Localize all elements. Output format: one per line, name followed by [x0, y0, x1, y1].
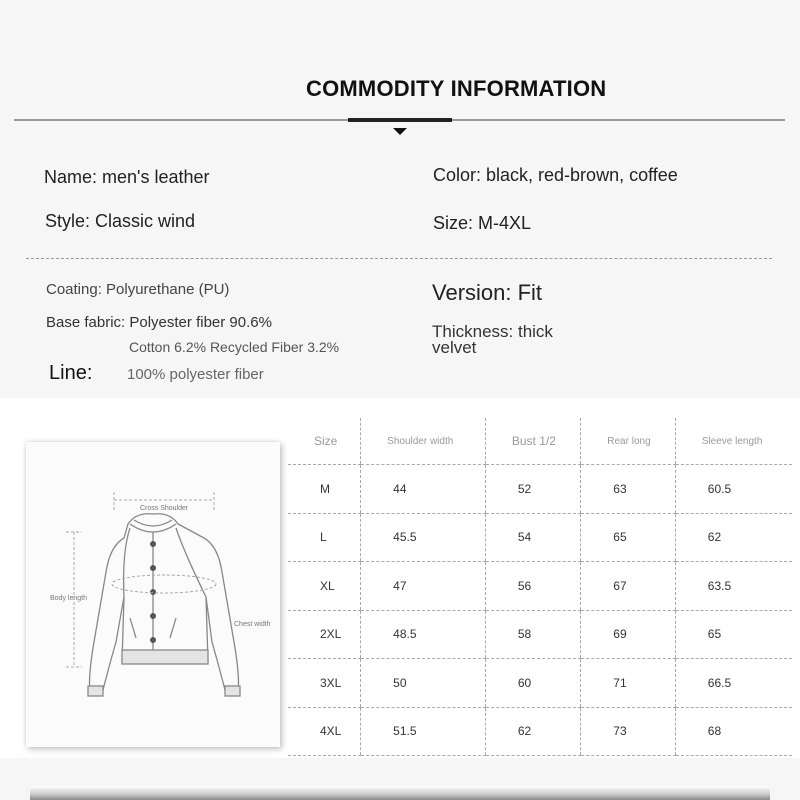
cell-size: M — [288, 465, 361, 514]
cell-size: 2XL — [288, 610, 361, 659]
table-row — [288, 465, 792, 514]
cell-rear: 73 — [581, 707, 676, 756]
cell-bust: 58 — [485, 610, 580, 659]
info-name: Name: men's leather — [44, 167, 210, 187]
cross-shoulder-label: Cross Shoulder — [140, 505, 189, 512]
title-divider-accent — [348, 118, 452, 122]
table-row — [288, 562, 792, 611]
cell-bust: 56 — [485, 562, 580, 611]
cell-shoulder: 51.5 — [361, 707, 486, 756]
cell-sleeve: 68 — [675, 707, 792, 756]
info-divider — [26, 258, 772, 259]
header-shoulder-width: Shoulder width — [361, 418, 486, 465]
chest-width-label: Chest width — [234, 621, 271, 628]
info-size: Size: M-4XL — [433, 213, 532, 233]
cell-shoulder: 44 — [361, 465, 486, 514]
header-sleeve-length: Sleeve length — [675, 418, 792, 465]
cell-bust: 62 — [485, 707, 580, 756]
table-row — [288, 707, 792, 756]
cell-sleeve: 65 — [675, 610, 792, 659]
cell-sleeve: 60.5 — [675, 465, 792, 514]
info-base-fabric-continued: Cotton 6.2% Recycled Fiber 3.2% — [129, 339, 340, 355]
table-header-row — [288, 418, 792, 465]
info-line-value: 100% polyester fiber — [127, 366, 264, 383]
header-bust: Bust 1/2 — [485, 418, 580, 465]
cell-rear: 63 — [581, 465, 676, 514]
info-style: Style: Classic wind — [45, 211, 196, 231]
cell-shoulder: 50 — [361, 659, 486, 708]
cell-rear: 69 — [581, 610, 676, 659]
caret-down-icon — [393, 128, 407, 135]
jacket-diagram-card — [26, 442, 280, 747]
cell-size: 3XL — [288, 659, 361, 708]
info-color: Color: black, red-brown, coffee — [433, 165, 678, 185]
info-line-label: Line: — [49, 362, 93, 384]
cell-shoulder: 45.5 — [361, 513, 486, 562]
cell-rear: 65 — [581, 513, 676, 562]
table-row — [288, 659, 792, 708]
cell-sleeve: 66.5 — [675, 659, 792, 708]
cell-shoulder: 47 — [361, 562, 486, 611]
body-length-label: Body length — [50, 595, 87, 602]
table-row — [288, 513, 792, 562]
cell-bust: 54 — [485, 513, 580, 562]
cell-sleeve: 62 — [675, 513, 792, 562]
info-version: Version: Fit — [432, 280, 543, 305]
info-coating: Coating: Polyurethane (PU) — [46, 281, 230, 298]
cell-bust: 52 — [485, 465, 580, 514]
cell-size: L — [288, 513, 361, 562]
cell-bust: 60 — [485, 659, 580, 708]
header-rear-long: Rear long — [581, 418, 676, 465]
cell-shoulder: 48.5 — [361, 610, 486, 659]
info-base-fabric: Base fabric: Polyester fiber 90.6% — [46, 314, 272, 331]
jacket-diagram — [26, 442, 280, 747]
cell-sleeve: 63.5 — [675, 562, 792, 611]
page-title: COMMODITY INFORMATION — [306, 76, 607, 101]
info-thickness: Thickness: thick — [432, 322, 553, 341]
bottom-shadow-bar — [30, 786, 770, 800]
cell-size: XL — [288, 562, 361, 611]
cell-rear: 71 — [581, 659, 676, 708]
cell-size: 4XL — [288, 707, 361, 756]
table-row — [288, 610, 792, 659]
size-table — [288, 418, 792, 756]
info-thickness-continued: velvet — [432, 338, 477, 357]
cell-rear: 67 — [581, 562, 676, 611]
header-size: Size — [288, 418, 361, 465]
